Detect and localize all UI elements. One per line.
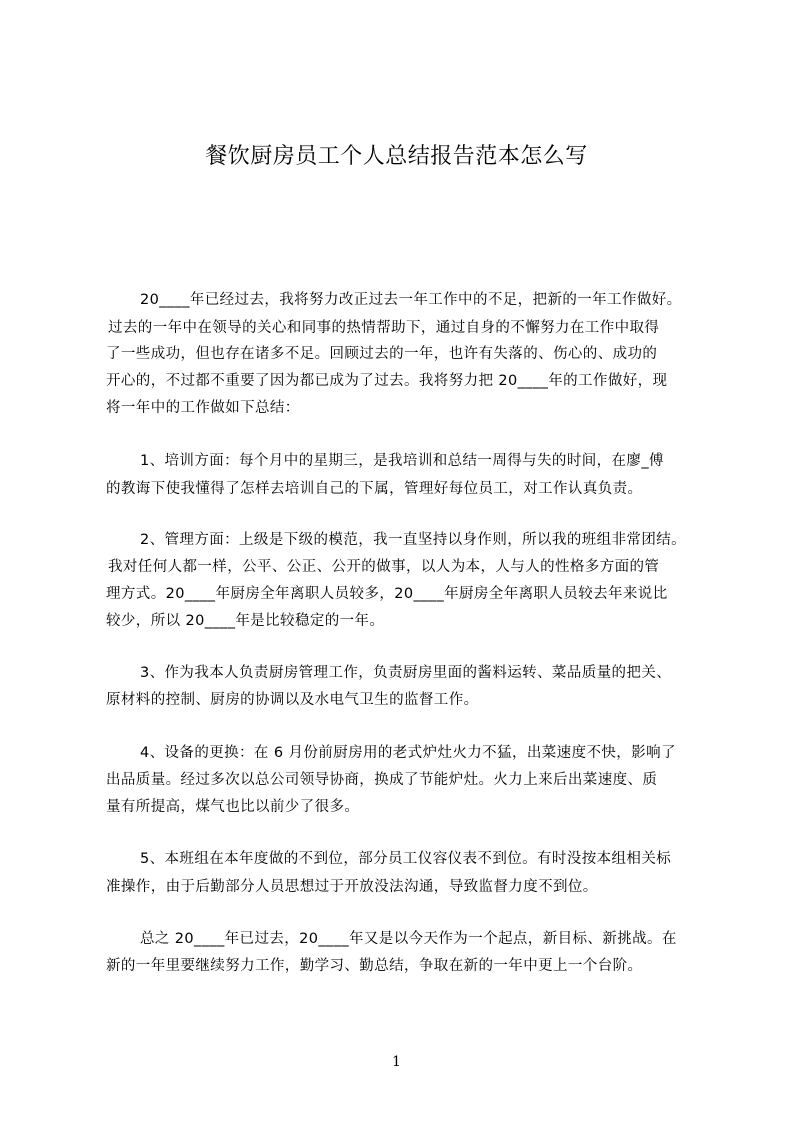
paragraph-5-line-3: 量有所提高，煤气也比以前少了很多。 <box>106 799 360 815</box>
paragraph-4-line-2: 原材料的控制、厨房的协调以及水电气卫生的监督工作。 <box>106 692 479 708</box>
paragraph-1-line-1: 20____年已经过去，我将努力改正过去一年工作中的不足，把新的一年工作做好。 <box>140 292 682 308</box>
paragraph-6-line-1: 5、本班组在本年度做的不到位，部分员工仪容仪表不到位。有时没按本组相关标 <box>140 851 672 867</box>
document-title: 餐饮厨房员工个人总结报告范本怎么写 <box>205 144 588 169</box>
paragraph-6-line-2: 准操作，由于后勤部分人员思想过于开放没法沟通，导致监督力度不到位。 <box>106 879 598 895</box>
paragraph-3-line-3: 理方式。20____年厨房全年离职人员较多，20____年厨房全年离职人员较去年来说比 <box>106 586 668 602</box>
paragraph-1-line-4: 开心的，不过都不重要了因为都已成为了过去。我将努力把 20____年的工作做好，现 <box>106 373 668 389</box>
paragraph-3-line-2: 我对任何人都一样，公平、公正、公开的做事，以人为本，人与人的性格多方面的管 <box>108 559 660 575</box>
paragraph-1-line-2: 过去的一年中在领导的关心和同事的热情帮助下，通过自身的不懈努力在工作中取得 <box>108 320 660 336</box>
paragraph-7-line-2: 新的一年里要继续努力工作，勤学习、勤总结，争取在新的一年中更上一个台阶。 <box>106 958 643 974</box>
paragraph-7-line-1: 总之 20____年已过去，20____年又是以今天作为一个起点，新目标、新挑战。在 <box>140 931 677 947</box>
paragraph-3-line-1: 2、管理方面：上级是下级的模范，我一直坚持以身作则，所以我的班组非常团结。 <box>140 532 687 548</box>
page-number: 1 <box>392 1054 401 1070</box>
paragraph-2-line-1: 1、培训方面：每个月中的星期三，是我培训和总结一周得与失的时间，在廖_傅 <box>140 453 664 469</box>
paragraph-2-line-2: 的教诲下使我懂得了怎样去培训自己的下属，管理好每位员工，对工作认真负责。 <box>106 481 643 497</box>
paragraph-5-line-1: 4、设备的更换：在 6 月份前厨房用的老式炉灶火力不猛，出菜速度不快，影响了 <box>140 745 676 761</box>
paragraph-4-line-1: 3、作为我本人负责厨房管理工作，负责厨房里面的酱料运转、菜品质量的把关、 <box>140 665 672 681</box>
paragraph-5-line-2: 出品质量。经过多次以总公司领导协商，换成了节能炉灶。火力上来后出菜速度、质 <box>106 772 658 788</box>
paragraph-3-line-4: 较少，所以 20____年是比较稳定的一年。 <box>106 613 385 629</box>
paragraph-1-line-3: 了一些成功，但也存在诸多不足。回顾过去的一年，也许有失落的、伤心的、成功的 <box>106 346 658 362</box>
paragraph-1-line-5: 将一年中的工作做如下总结： <box>106 400 300 416</box>
